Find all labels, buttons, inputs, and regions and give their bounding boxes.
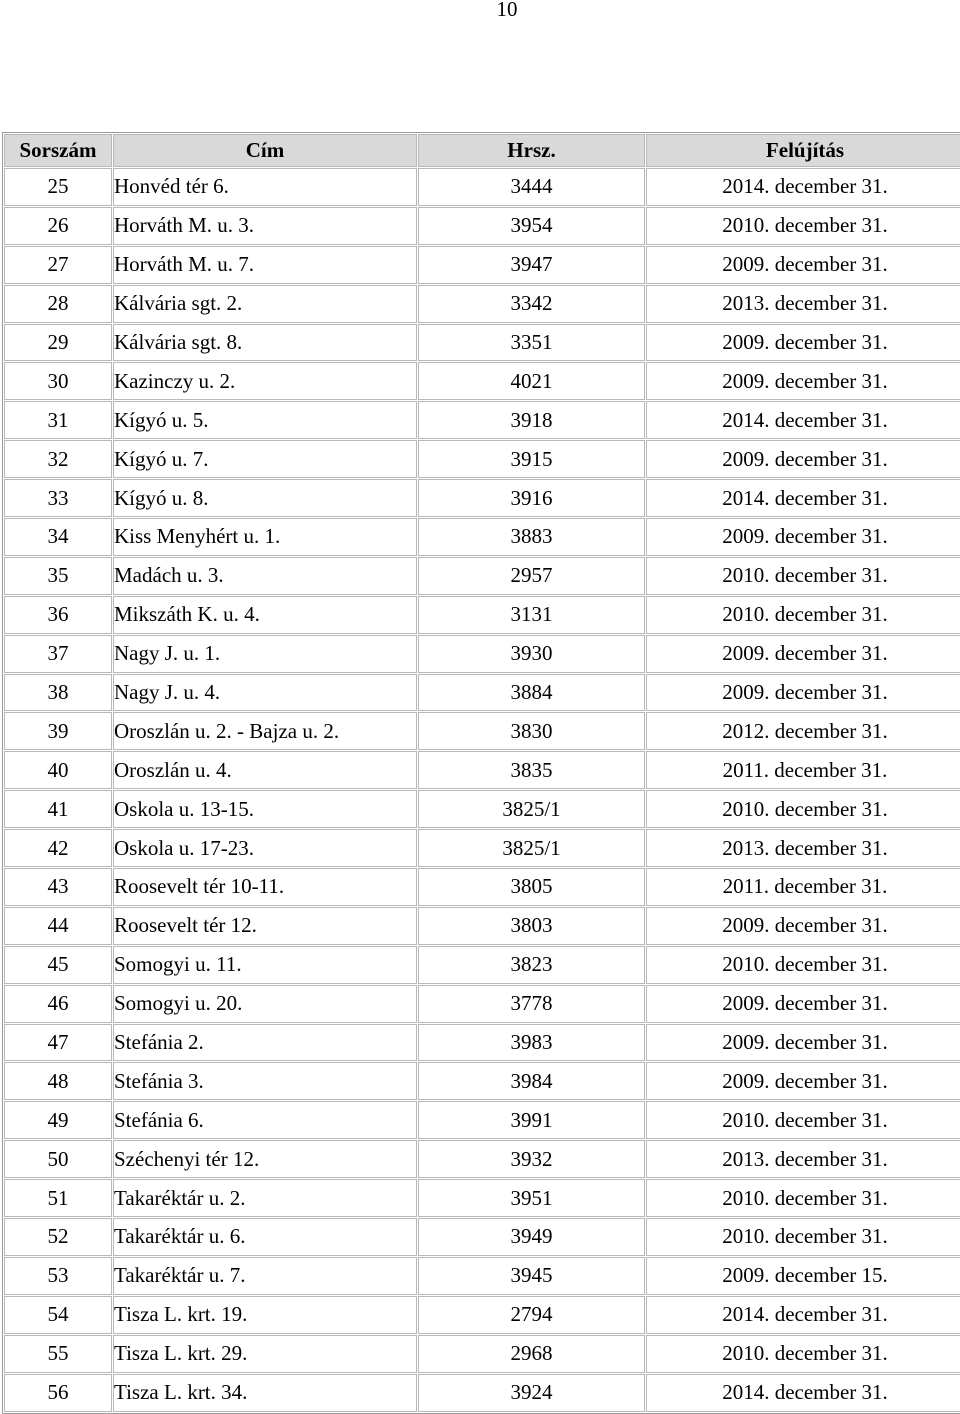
row-hrsz: 3954 [418,207,645,245]
table-row [4,401,960,439]
row-hrsz: 2957 [418,557,645,595]
table-row [4,285,960,323]
row-renovation-date: 2009. december 31. [646,985,960,1023]
row-number: 25 [4,168,112,206]
row-number: 31 [4,401,112,439]
row-renovation-date: 2010. december 31. [646,1335,960,1373]
row-hrsz: 3945 [418,1257,645,1295]
row-renovation-date: 2013. december 31. [646,829,960,867]
row-hrsz: 3947 [418,246,645,284]
row-hrsz: 3984 [418,1062,645,1100]
row-hrsz: 3823 [418,946,645,984]
row-renovation-date: 2011. december 31. [646,751,960,789]
table-row [4,868,960,906]
row-number: 43 [4,868,112,906]
row-address: Kálvária sgt. 8. [113,324,417,362]
row-renovation-date: 2014. december 31. [646,1296,960,1334]
header-felujitas: Felújítás [646,134,960,167]
table-row [4,1218,960,1256]
row-number: 56 [4,1374,112,1412]
row-address: Stefánia 3. [113,1062,417,1100]
row-renovation-date: 2014. december 31. [646,168,960,206]
row-renovation-date: 2010. december 31. [646,557,960,595]
row-number: 52 [4,1218,112,1256]
row-number: 48 [4,1062,112,1100]
table-row [4,1179,960,1217]
row-number: 33 [4,479,112,517]
row-renovation-date: 2009. december 31. [646,907,960,945]
row-address: Roosevelt tér 12. [113,907,417,945]
row-address: Széchenyi tér 12. [113,1140,417,1178]
row-address: Madách u. 3. [113,557,417,595]
row-number: 37 [4,635,112,673]
table-row [4,518,960,556]
row-address: Takaréktár u. 2. [113,1179,417,1217]
row-number: 45 [4,946,112,984]
table-row [4,207,960,245]
header-cim: Cím [113,134,417,167]
row-address: Kiss Menyhért u. 1. [113,518,417,556]
row-renovation-date: 2010. december 31. [646,1218,960,1256]
header-hrsz: Hrsz. [418,134,645,167]
row-address: Oskola u. 13-15. [113,790,417,828]
table-row [4,1257,960,1295]
row-address: Kazinczy u. 2. [113,362,417,400]
row-renovation-date: 2014. december 31. [646,1374,960,1412]
row-renovation-date: 2009. december 31. [646,324,960,362]
row-number: 49 [4,1101,112,1139]
row-hrsz: 2968 [418,1335,645,1373]
row-hrsz: 3825/1 [418,790,645,828]
row-hrsz: 3951 [418,1179,645,1217]
table-row [4,1062,960,1100]
row-number: 50 [4,1140,112,1178]
row-renovation-date: 2013. december 31. [646,1140,960,1178]
row-renovation-date: 2011. december 31. [646,868,960,906]
row-renovation-date: 2010. december 31. [646,946,960,984]
table-row [4,557,960,595]
table-row [4,1101,960,1139]
header-sorszam: Sorszám [4,134,112,167]
table-row [4,946,960,984]
row-number: 54 [4,1296,112,1334]
page-number: 10 [496,0,518,21]
table-row [4,362,960,400]
row-renovation-date: 2009. december 31. [646,518,960,556]
row-number: 27 [4,246,112,284]
row-number: 55 [4,1335,112,1373]
row-hrsz: 3830 [418,712,645,750]
row-hrsz: 3884 [418,674,645,712]
row-number: 42 [4,829,112,867]
row-renovation-date: 2009. december 31. [646,1024,960,1062]
row-renovation-date: 2009. december 31. [646,1062,960,1100]
row-hrsz: 3883 [418,518,645,556]
row-renovation-date: 2010. december 31. [646,596,960,634]
row-renovation-date: 2009. december 31. [646,440,960,478]
row-address: Kígyó u. 5. [113,401,417,439]
row-address: Oroszlán u. 2. - Bajza u. 2. [113,712,417,750]
row-renovation-date: 2014. december 31. [646,401,960,439]
row-number: 28 [4,285,112,323]
row-renovation-date: 2009. december 31. [646,674,960,712]
row-renovation-date: 2010. december 31. [646,1101,960,1139]
row-address: Kígyó u. 7. [113,440,417,478]
row-hrsz: 3924 [418,1374,645,1412]
row-hrsz: 3949 [418,1218,645,1256]
row-address: Stefánia 6. [113,1101,417,1139]
row-hrsz: 3930 [418,635,645,673]
row-number: 26 [4,207,112,245]
table-row [4,751,960,789]
row-number: 51 [4,1179,112,1217]
row-renovation-date: 2012. december 31. [646,712,960,750]
row-renovation-date: 2013. december 31. [646,285,960,323]
row-number: 38 [4,674,112,712]
row-hrsz: 3932 [418,1140,645,1178]
row-number: 46 [4,985,112,1023]
row-hrsz: 3991 [418,1101,645,1139]
row-number: 53 [4,1257,112,1295]
row-address: Takaréktár u. 6. [113,1218,417,1256]
row-renovation-date: 2009. december 31. [646,246,960,284]
row-address: Honvéd tér 6. [113,168,417,206]
row-renovation-date: 2009. december 31. [646,635,960,673]
row-number: 32 [4,440,112,478]
row-renovation-date: 2009. december 31. [646,362,960,400]
row-hrsz: 3803 [418,907,645,945]
row-address: Somogyi u. 20. [113,985,417,1023]
table-row [4,1335,960,1373]
row-hrsz: 3916 [418,479,645,517]
row-number: 35 [4,557,112,595]
row-address: Takaréktár u. 7. [113,1257,417,1295]
row-address: Kálvária sgt. 2. [113,285,417,323]
row-address: Nagy J. u. 1. [113,635,417,673]
row-address: Horváth M. u. 7. [113,246,417,284]
row-hrsz: 3918 [418,401,645,439]
row-renovation-date: 2014. december 31. [646,479,960,517]
row-number: 40 [4,751,112,789]
table-body [4,168,960,1412]
row-address: Roosevelt tér 10-11. [113,868,417,906]
row-hrsz: 3778 [418,985,645,1023]
table-row [4,479,960,517]
row-hrsz: 3915 [418,440,645,478]
table-row [4,829,960,867]
row-renovation-date: 2010. december 31. [646,790,960,828]
table-row [4,324,960,362]
table-header-row [4,134,960,167]
row-number: 36 [4,596,112,634]
row-hrsz: 3835 [418,751,645,789]
table-row [4,596,960,634]
row-renovation-date: 2010. december 31. [646,207,960,245]
table-row [4,1296,960,1334]
renovation-table [2,132,960,1414]
row-address: Tisza L. krt. 19. [113,1296,417,1334]
row-number: 44 [4,907,112,945]
row-address: Horváth M. u. 3. [113,207,417,245]
row-renovation-date: 2010. december 31. [646,1179,960,1217]
row-address: Mikszáth K. u. 4. [113,596,417,634]
row-address: Oroszlán u. 4. [113,751,417,789]
table-row [4,712,960,750]
row-address: Somogyi u. 11. [113,946,417,984]
table-row [4,907,960,945]
row-hrsz: 3805 [418,868,645,906]
row-hrsz: 3983 [418,1024,645,1062]
row-address: Tisza L. krt. 29. [113,1335,417,1373]
table-row [4,1140,960,1178]
row-address: Kígyó u. 8. [113,479,417,517]
row-hrsz: 3351 [418,324,645,362]
row-address: Oskola u. 17-23. [113,829,417,867]
table-row [4,246,960,284]
row-hrsz: 3444 [418,168,645,206]
table-row [4,985,960,1023]
row-number: 34 [4,518,112,556]
row-hrsz: 3342 [418,285,645,323]
table-row [4,1024,960,1062]
row-hrsz: 3131 [418,596,645,634]
row-number: 29 [4,324,112,362]
row-hrsz: 2794 [418,1296,645,1334]
row-address: Stefánia 2. [113,1024,417,1062]
row-number: 41 [4,790,112,828]
table-row [4,635,960,673]
table-row [4,1374,960,1412]
table-row [4,674,960,712]
row-hrsz: 4021 [418,362,645,400]
row-hrsz: 3825/1 [418,829,645,867]
table-row [4,790,960,828]
table-row [4,440,960,478]
row-number: 47 [4,1024,112,1062]
row-address: Nagy J. u. 4. [113,674,417,712]
row-renovation-date: 2009. december 15. [646,1257,960,1295]
row-address: Tisza L. krt. 34. [113,1374,417,1412]
row-number: 30 [4,362,112,400]
row-number: 39 [4,712,112,750]
table-row [4,168,960,206]
